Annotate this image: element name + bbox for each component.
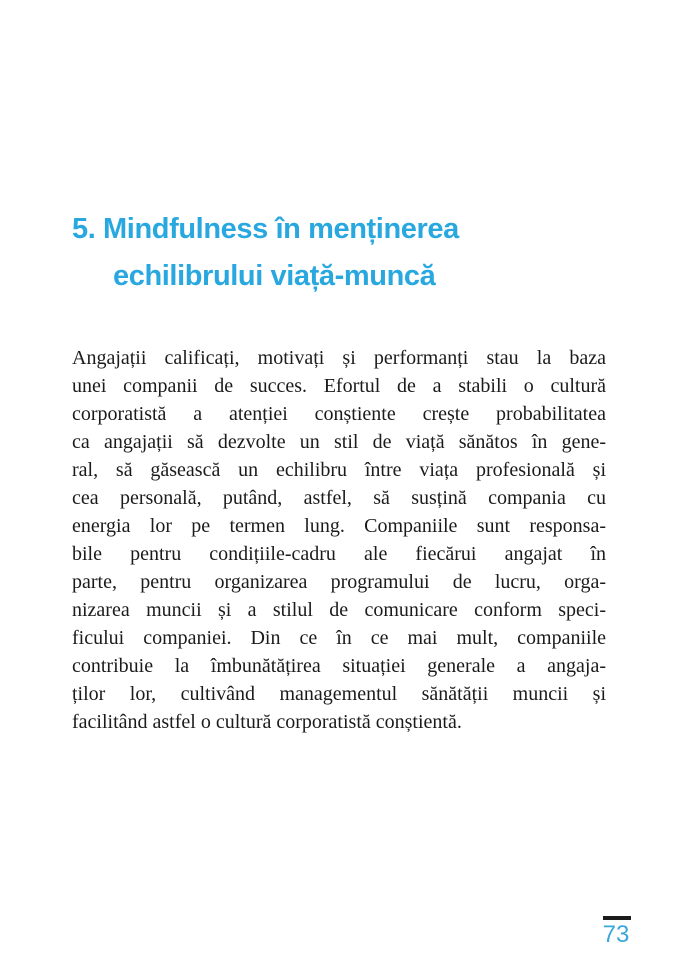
body-line: energia lor pe termen lung. Companiile sunt responsa- (72, 515, 606, 537)
chapter-heading (72, 206, 632, 300)
body-line: ților lor, cultivând managementul sănătății muncii și (72, 683, 606, 705)
chapter-heading-line1: 5. Mindfulness în menținerea (72, 213, 459, 245)
body-line: ral, să găsească un echilibru între viața profesională și (72, 459, 606, 481)
body-line: contribuie la îmbunătățirea situației generale a angaja- (72, 655, 606, 677)
body-line: bile pentru condițiile-cadru ale fiecărui angajat în (72, 543, 606, 565)
body-line: ca angajații să dezvolte un stil de viață sănătos în gene- (72, 431, 606, 453)
body-line: cea personală, putând, astfel, să susțină compania cu (72, 487, 606, 509)
page-number: 73 (602, 921, 630, 948)
body-line: corporatistă a atenției conștiente crește probabilitatea (72, 403, 606, 425)
body-line: unei companii de succes. Efortul de a stabili o cultură (72, 375, 606, 397)
body-line: parte, pentru organizarea programului de lucru, orga- (72, 571, 606, 593)
chapter-heading-line2: echilibrului viață-muncă (113, 260, 436, 292)
body-line: Angajații calificați, motivați și performanți stau la baza (72, 347, 606, 369)
footer-rule (603, 916, 631, 920)
body-line: nizarea muncii și a stilul de comunicare conform speci- (72, 599, 606, 621)
body-line: ficului companiei. Din ce în ce mai mult, companiile (72, 627, 606, 649)
body-line: facilitând astfel o cultură corporatistă conștientă. (72, 711, 462, 733)
body-paragraph (72, 344, 606, 736)
